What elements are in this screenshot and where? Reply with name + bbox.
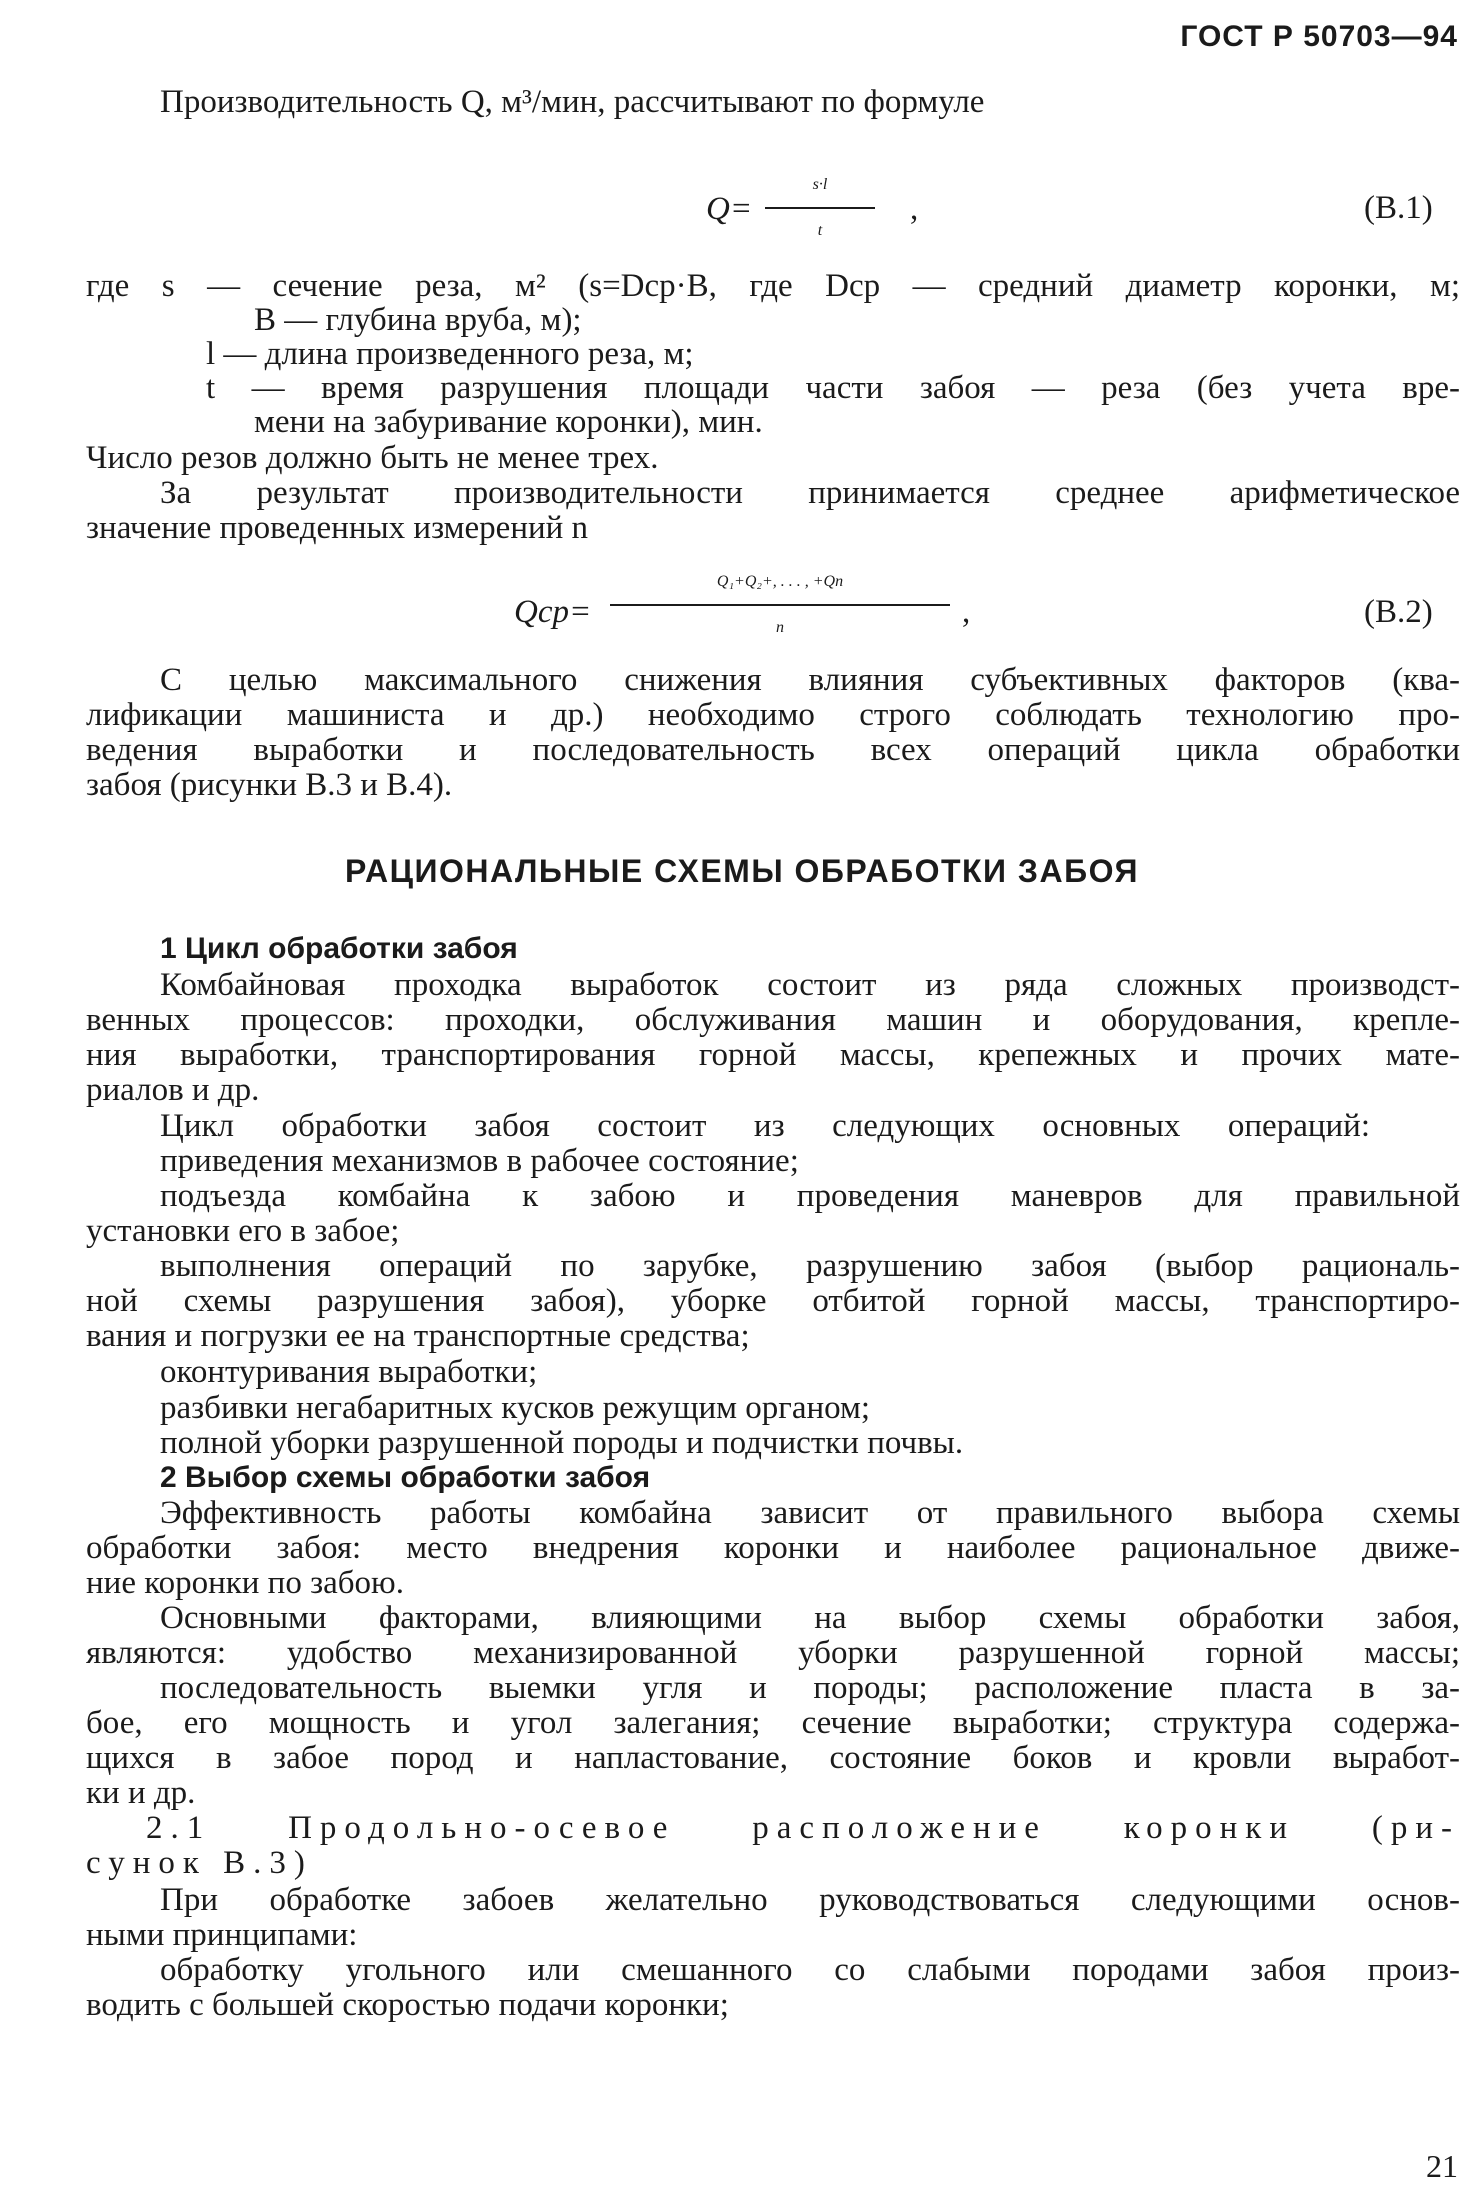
formula-b2-number: (В.2) xyxy=(1364,594,1433,630)
final-line-3: обработку угольного или смешанного со слабыми породами забоя произ- xyxy=(160,1952,1460,1988)
sub1-line-1: Комбайновая проходка выработок состоит из ряда сложных производст- xyxy=(160,967,1460,1003)
fraction-bar xyxy=(765,207,875,209)
where-line-1: где s — сечение реза, м² (s=Dср·B, где Dср — средний диаметр коронки, м; xyxy=(86,268,1460,304)
standard-header: ГОСТ Р 50703—94 xyxy=(1180,20,1458,53)
sub1-line-2: венных процессов: проходки, обслуживания машин и оборудования, крепле- xyxy=(86,1002,1460,1038)
where-line-5: мени на забуривание коронки), мин. xyxy=(254,404,763,440)
formula-b2-fraction xyxy=(610,562,950,648)
formula-b1-denominator: t xyxy=(817,222,823,239)
formula-b1-number: (В.1) xyxy=(1364,190,1433,226)
where-line-2: B — глубина вруба, м); xyxy=(254,302,582,338)
sub1-line-6: приведения механизмов в рабочее состояние; xyxy=(160,1143,799,1179)
sub1-line-11: вания и погрузки ее на транспортные средства; xyxy=(86,1318,750,1354)
final-line-1: При обработке забоев желательно руководствоваться следующими основ- xyxy=(160,1882,1460,1918)
formula-b1-comma: , xyxy=(910,191,919,227)
final-line-2: ными принципами: xyxy=(86,1917,358,1953)
where-line-8: значение проведенных измерений n xyxy=(86,510,589,546)
goal-line-3: ведения выработки и последовательность всех операций цикла обработки xyxy=(86,732,1460,768)
sub2-line-4: Основными факторами, влияющими на выбор схемы обработки забоя, xyxy=(160,1600,1460,1636)
goal-line-4: забоя (рисунки В.3 и В.4). xyxy=(86,767,453,803)
page-number: 21 xyxy=(1426,2148,1458,2184)
sub2-line-5: являются: удобство механизированной уборки разрушенной горной массы; xyxy=(86,1635,1460,1671)
where-line-7: За результат производительности принимается среднее арифметическое xyxy=(160,475,1460,511)
sub1-line-13: разбивки негабаритных кусков режущим органом; xyxy=(160,1390,871,1426)
formula-b2-lhs: Qср= xyxy=(514,594,592,630)
where-line-4: t — время разрушения площади части забоя — реза (без учета вре- xyxy=(206,370,1460,406)
sub1-line-4: риалов и др. xyxy=(86,1072,260,1108)
sub1-line-7: подъезда комбайна к забою и проведения маневров для правильной xyxy=(160,1178,1460,1214)
where-line-6: Число резов должно быть не менее трех. xyxy=(86,440,659,476)
final-line-4: водить с большей скоростью подачи коронки; xyxy=(86,1987,729,2023)
sub2-line-9: ки и др. xyxy=(86,1775,196,1811)
intro-line: Производительность Q, м³/мин, рассчитывают по формуле xyxy=(160,84,985,120)
goal-line-2: лификации машиниста и др.) необходимо строго соблюдать технологию про- xyxy=(86,697,1460,733)
sub2-line-6: последовательность выемки угля и породы; расположение пласта в за- xyxy=(160,1670,1460,1706)
sub1-line-9: выполнения операций по зарубке, разрушению забоя (выбор рациональ- xyxy=(160,1248,1460,1284)
sub2-line-7: бое, его мощность и угол залегания; сечение выработки; структура содержа- xyxy=(86,1705,1460,1741)
sub1-line-5: Цикл обработки забоя состоит из следующих основных операций: xyxy=(160,1108,1370,1144)
subsection-2-1-line-1: 2.1 Продольно-осевое расположение коронки (ри- xyxy=(146,1810,1460,1846)
formula-b1-numerator: s·l xyxy=(812,176,828,193)
subsection-2-1-line-2: сунок В.3) xyxy=(86,1845,313,1881)
sub1-line-10: ной схемы разрушения забоя), уборке отбитой горной массы, транспортиро- xyxy=(86,1283,1460,1319)
subsection-2-title: 2 Выбор схемы обработки забоя xyxy=(160,1461,651,1494)
formula-b1-fraction xyxy=(765,165,875,251)
goal-line-1: С целью максимального снижения влияния субъективных факторов (ква- xyxy=(160,662,1460,698)
formula-b2-comma: , xyxy=(962,594,971,630)
sub2-line-2: обработки забоя: место внедрения коронки и наиболее рациональное движе- xyxy=(86,1530,1460,1566)
where-line-3: l — длина произведенного реза, м; xyxy=(206,336,694,372)
sub2-line-8: щихся в забое пород и напластование, состояние боков и кровли выработ- xyxy=(86,1740,1460,1776)
fraction-bar xyxy=(610,604,950,606)
formula-b1-lhs: Q= xyxy=(706,191,753,227)
section-title: РАЦИОНАЛЬНЫЕ СХЕМЫ ОБРАБОТКИ ЗАБОЯ xyxy=(344,853,1140,889)
subsection-1-title: 1 Цикл обработки забоя xyxy=(160,932,518,965)
sub1-line-8: установки его в забое; xyxy=(86,1213,400,1249)
sub1-line-12: оконтуривания выработки; xyxy=(160,1354,538,1390)
sub1-line-3: ния выработки, транспортирования горной массы, крепежных и прочих мате- xyxy=(86,1037,1460,1073)
sub1-line-14: полной уборки разрушенной породы и подчистки почвы. xyxy=(160,1425,964,1461)
formula-b2-numerator: Q₁+Q₂+, . . . , +Qn xyxy=(716,573,844,590)
sub2-line-3: ние коронки по забою. xyxy=(86,1565,404,1601)
formula-b2-denominator: n xyxy=(776,619,784,636)
sub2-line-1: Эффективность работы комбайна зависит от правильного выбора схемы xyxy=(160,1495,1460,1531)
